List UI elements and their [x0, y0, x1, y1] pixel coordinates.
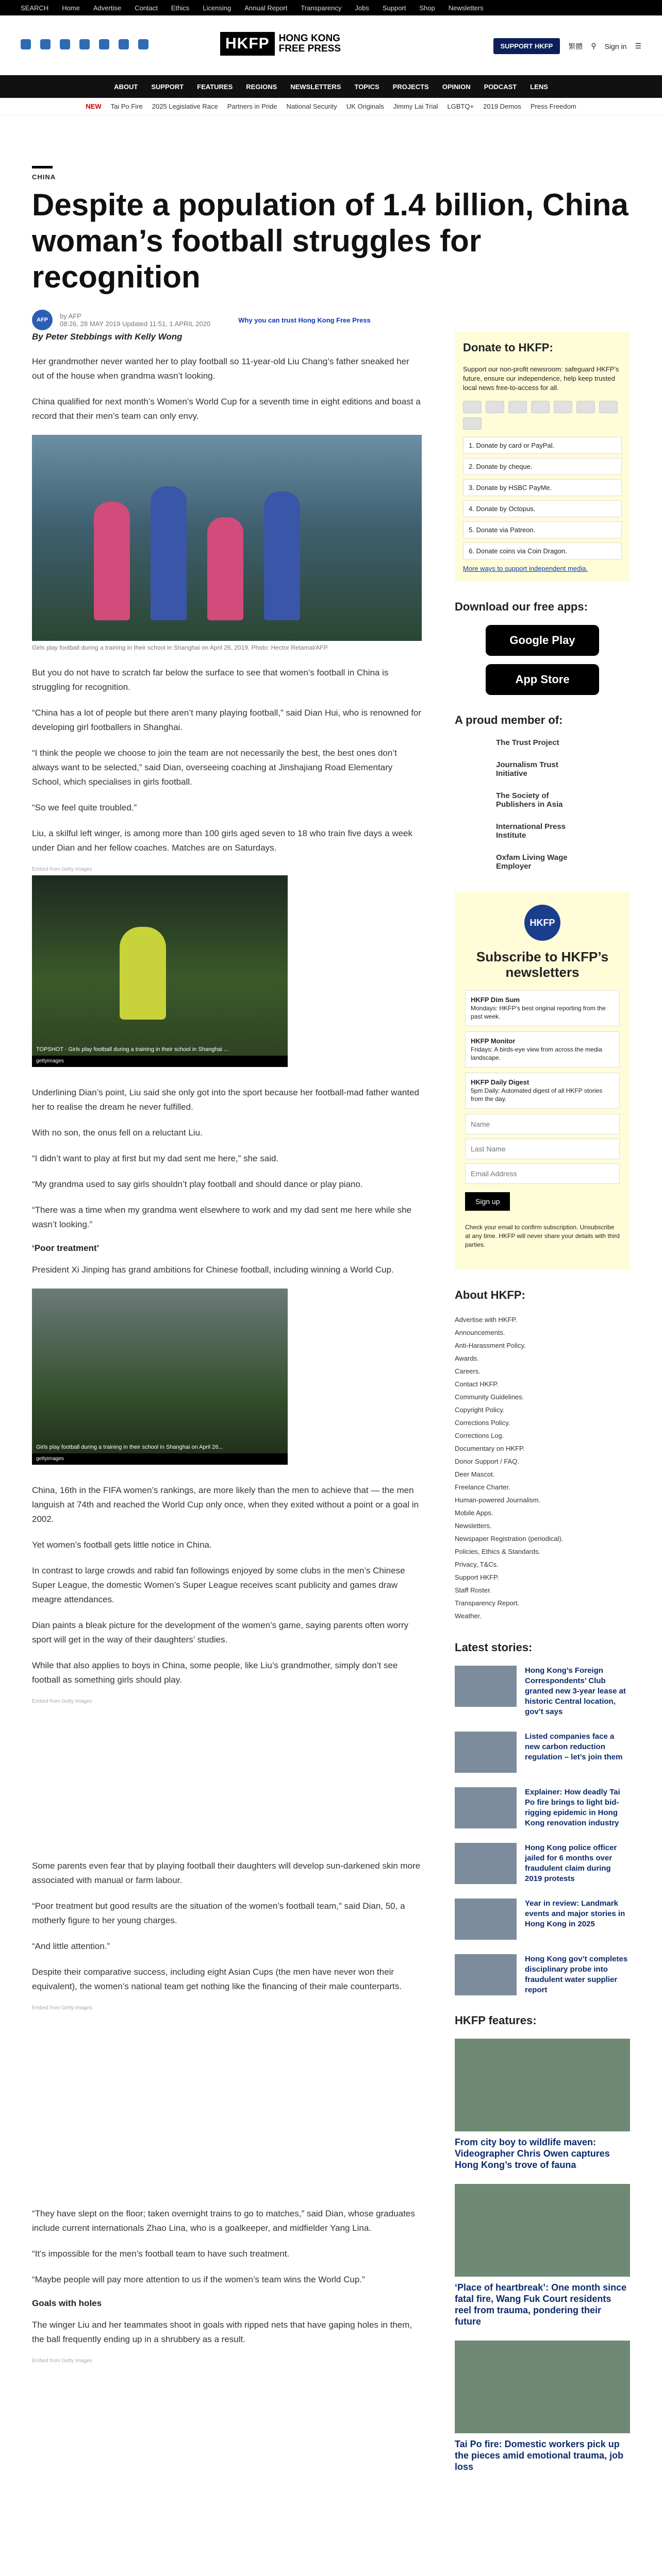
email-field[interactable] — [465, 1163, 620, 1184]
paragraph: President Xi Jinping has grand ambitions for Chinese football, including winning a World Cup. — [32, 1265, 394, 1275]
nav-about[interactable]: ABOUT — [114, 82, 138, 91]
photo-caption: Girls play football during a training in their school in Shanghai on April 26, 2019. Photo: Hector Retamal/AFP. — [32, 644, 329, 651]
about-link[interactable]: Donor Support / FAQ. — [455, 1458, 520, 1465]
paragraph: “There was a time when my grandma went elsewhere to work and my dad sent me here while she wasn’t looking.” — [32, 1205, 412, 1229]
latest-title: Latest stories: — [455, 1641, 533, 1654]
lead-photo — [32, 435, 422, 641]
newsletter-option[interactable] — [465, 990, 620, 1026]
last-name-field[interactable] — [465, 1139, 620, 1159]
newsletter-option-name: HKFP Monitor — [471, 1037, 516, 1045]
about-link[interactable]: Newsletters. — [455, 1522, 492, 1530]
about-link[interactable]: Corrections Log. — [455, 1432, 504, 1439]
more-ways-link[interactable]: More ways to support independent media. — [463, 565, 588, 572]
mastercard-icon — [463, 401, 482, 413]
nav-newsletters[interactable]: NEWSLETTERS — [290, 82, 341, 91]
amex-icon — [508, 401, 527, 413]
story-item[interactable] — [455, 1666, 630, 1717]
nav-opinion[interactable]: OPINION — [442, 82, 471, 91]
topbar-shop[interactable]: Shop — [419, 4, 435, 12]
feature-image[interactable] — [455, 2184, 630, 2277]
nav-podcast[interactable]: PODCAST — [484, 82, 517, 91]
google-play-button[interactable]: Google Play — [486, 625, 599, 656]
tag-item[interactable]: 2025 Legislative Race — [152, 103, 218, 110]
byline-dates: 08:26, 28 MAY 2019 Updated 11:51, 1 APRIL 2020 — [60, 320, 211, 328]
paragraph: Some parents even fear that by playing football their daughters will develop sun-darkened skin more associated with manual or farm labour. — [32, 1861, 421, 1885]
tags-new-label: NEW — [86, 103, 102, 110]
logo-mark: HKFP — [220, 32, 275, 56]
topbar-advertise[interactable]: Advertise — [93, 4, 122, 12]
getty-embed-label: Embed from Getty Images — [32, 1699, 92, 1704]
tag-item[interactable]: Partners in Pride — [227, 103, 277, 110]
donate-intro[interactable]: Support our non-profit newsroom: safeguard HKFP’s future, ensure our independence, help keep trusted local news free-to-access for all. — [463, 365, 619, 392]
about-link[interactable]: Transparency Report. — [455, 1599, 520, 1607]
topbar-ethics[interactable]: Ethics — [171, 4, 190, 12]
paragraph: Liu, a skilful left winger, is among more than 100 girls aged seven to 18 who train five days a week under Dian and her fellow coaches. Matches are on Saturdays. — [32, 828, 413, 853]
paragraph: Underlining Dian’s point, Liu said she only got into the sport because her football-mad father wanted her to realise the dream he never fulfilled. — [32, 1088, 419, 1112]
paragraph: Yet women’s football gets little notice in China. — [32, 1540, 212, 1550]
member-logo[interactable]: The Society of Publishers in Asia — [496, 791, 563, 809]
tag-item[interactable]: Tai Po Fire — [110, 103, 143, 110]
sidebar — [455, 332, 630, 2486]
feature-image[interactable] — [455, 2341, 630, 2433]
paragraph: But you do not have to scratch far below the surface to see that women’s football in China is struggling for recognition. — [32, 668, 389, 692]
story-headline[interactable]: Hong Kong police officer jailed for 6 months over fraudulent claim during 2019 protests — [525, 1843, 617, 1883]
octopus-icon — [599, 401, 618, 413]
features-title: HKFP features: — [455, 2014, 537, 2027]
donate-option[interactable]: 5. Donate via Patreon. — [463, 521, 622, 538]
paragraph: Her grandmother never wanted her to play football so 11-year-old Liu Chang’s father sneaked her out of the house when grandma wasn’t looking. — [32, 357, 409, 381]
story-thumbnail[interactable] — [455, 1954, 517, 1995]
member-logo[interactable]: Oxfam Living Wage Employer — [496, 853, 568, 871]
donate-option[interactable]: 4. Donate by Octopus. — [463, 500, 622, 517]
tag-item[interactable]: National Security — [286, 103, 337, 110]
newsletter-option-desc: 5pm Daily: Automated digest of all HKFP stories from the day. — [471, 1087, 603, 1103]
payme-icon — [463, 417, 482, 430]
about-link[interactable]: Freelance Charter. — [455, 1483, 510, 1491]
app-store-button[interactable]: App Store — [486, 664, 599, 695]
about-link[interactable]: Deer Mascot. — [455, 1470, 495, 1478]
story-headline[interactable]: Explainer: How deadly Tai Po fire brings to light bid-rigging epidemic in Hong Kong renovation industry — [525, 1788, 620, 1827]
applepay-icon — [554, 401, 572, 413]
story-thumbnail[interactable] — [455, 1843, 517, 1884]
topbar-licensing[interactable]: Licensing — [203, 4, 231, 12]
story-headline[interactable]: Hong Kong gov’t completes disciplinary probe into fraudulent water supplier report — [525, 1955, 628, 1994]
sign-in-link[interactable]: Sign in — [604, 42, 627, 50]
main-nav — [0, 75, 662, 98]
getty-caption: TOPSHOT - Girls play football during a training in their school in Shanghai ... — [36, 1046, 229, 1053]
nav-lens[interactable]: LENS — [530, 82, 548, 91]
nav-features[interactable]: FEATURES — [197, 82, 233, 91]
paragraph: China qualified for next month’s Women’s World Cup for a seventh time in eight editions and boast a record that their men’s team can only envy. — [32, 397, 421, 421]
newsletter-note: Check your email to confirm subscription. Unsubscribe at any time. HKFP will never share your details with third parties. — [465, 1224, 620, 1248]
linkedin-icon[interactable] — [79, 39, 90, 49]
donate-option[interactable]: 6. Donate coins via Coin Dragon. — [463, 543, 622, 560]
about-link[interactable]: Policies, Ethics & Standards. — [455, 1548, 541, 1555]
about-link[interactable]: Contact HKFP. — [455, 1380, 499, 1388]
story-item[interactable] — [455, 1843, 630, 1884]
menu-icon[interactable]: ☰ — [635, 42, 641, 50]
paragraph: Dian paints a bleak picture for the development of the women’s game, saying parents often worry sport will get in the way of their daughters’ studies. — [32, 1620, 409, 1645]
feature-item[interactable] — [455, 2341, 630, 2472]
tag-item[interactable]: 2019 Demos — [483, 103, 521, 110]
newsletter-option[interactable] — [465, 1031, 620, 1067]
topbar-newsletters[interactable]: Newsletters — [448, 4, 484, 12]
story-headline[interactable]: Hong Kong’s Foreign Correspondents’ Club granted new 3-year lease at historic Central location, gov’t says — [525, 1666, 626, 1716]
newsletter-title: Subscribe to HKFP’s newsletters — [476, 949, 609, 980]
nav-regions[interactable]: REGIONS — [246, 82, 277, 91]
article-authors: By Peter Stebbings with Kelly Wong — [32, 332, 183, 342]
logo-line-2: FREE PRESS — [278, 43, 341, 54]
story-item[interactable] — [455, 1954, 630, 1995]
embed-placeholder — [32, 2011, 422, 2207]
getty-embed-photo[interactable] — [32, 1289, 288, 1465]
title-rule — [32, 166, 53, 168]
story-thumbnail[interactable] — [455, 1666, 517, 1707]
donate-title: Donate to HKFP: — [463, 341, 553, 354]
donate-option[interactable]: 3. Donate by HSBC PayMe. — [463, 479, 622, 496]
about-link[interactable]: Human-powered Journalism. — [455, 1496, 541, 1504]
nav-projects[interactable]: PROJECTS — [392, 82, 429, 91]
mail-icon[interactable] — [119, 39, 129, 49]
paragraph: “They have slept on the floor; taken overnight trains to go to matches,” said Dian, whose graduates include current internationals Zhao Lina, who is a goalkeeper, and midfielder Yang Lina. — [32, 2209, 415, 2233]
paragraph: With no son, the onus fell on a reluctant Liu. — [32, 1128, 203, 1138]
member-logo[interactable]: International Press Institute — [496, 822, 566, 840]
newsletter-option-desc: Mondays: HKFP’s best original reporting from the past week. — [471, 1005, 606, 1020]
paragraph: China, 16th in the FIFA women’s rankings, are more likely than the men to achieve that — the men languish at 74th and reached the World Cup only once, when they exited without a point or a goal in 2002. — [32, 1485, 419, 1524]
topbar-home[interactable]: Home — [62, 4, 80, 12]
donate-option[interactable]: 2. Donate by cheque. — [463, 458, 622, 475]
facebook-icon[interactable] — [21, 39, 31, 49]
paragraph: “It’s impossible for the men’s football team to have such treatment. — [32, 2249, 290, 2259]
paypal-icon — [531, 401, 550, 413]
article-header — [32, 173, 630, 355]
language-switch[interactable]: 繁體 — [568, 42, 583, 50]
paragraph: The winger Liu and her teammates shoot in goals with ripped nets that have gaping holes in them, the ball frequently ending up in a shrubbery as a result. — [32, 2320, 412, 2344]
telegram-icon[interactable] — [138, 39, 148, 49]
feature-headline[interactable]: ‘Place of heartbreak’: One month since fatal fire, Wang Fuk Court residents reel from trauma, pondering their future — [455, 2282, 627, 2327]
getty-caption: Girls play football during a training in their school in Shanghai on April 26... — [36, 1444, 223, 1450]
about-link[interactable]: Careers. — [455, 1367, 481, 1375]
about-list — [455, 1313, 630, 1622]
paragraph: “I think the people we choose to join the team are not necessarily the best, the best ones don’t always want to be selected,” said Dian, overseeing coaching at Jinshajiang Road Elementary School, which specialises in girls football. — [32, 748, 397, 787]
about-link[interactable]: Copyright Policy. — [455, 1406, 505, 1414]
paragraph: In contrast to large crowds and rabid fan followings enjoyed by some clubs in the men’s Chinese Super League, the domestic Women’s Super League receives scant publicity and games draw meagre attendances. — [32, 1566, 405, 1604]
feature-headline[interactable]: From city boy to wildlife maven: Videographer Chris Owen captures Hong Kong’s trove of fauna — [455, 2137, 610, 2170]
nav-topics[interactable]: TOPICS — [354, 82, 379, 91]
sign-up-button[interactable]: Sign up — [465, 1192, 510, 1211]
topbar-annual-report[interactable]: Annual Report — [244, 4, 288, 12]
paragraph: Despite their comparative success, including eight Asian Cups (the men have never won their equivalent), the women’s national team get nothing like the financing of their male counterparts. — [32, 1967, 402, 1991]
byline-author[interactable]: by AFP — [60, 312, 81, 320]
newsletter-option-name: HKFP Dim Sum — [471, 996, 520, 1004]
nav-support[interactable]: SUPPORT — [151, 82, 184, 91]
article-body — [32, 332, 422, 2364]
x-icon[interactable] — [60, 39, 70, 49]
author-avatar[interactable]: AFP — [32, 310, 53, 330]
payment-icons — [463, 401, 622, 430]
topbar-support[interactable]: Support — [382, 4, 406, 12]
story-thumbnail[interactable] — [455, 1899, 517, 1940]
apps-title: Download our free apps: — [455, 600, 588, 613]
features-list — [455, 2039, 630, 2472]
search-icon[interactable]: ⚲ — [591, 42, 597, 50]
social-links — [21, 39, 148, 49]
story-headline[interactable]: Listed companies face a new carbon reduction regulation – let’s join them — [525, 1732, 623, 1761]
member-logos — [455, 738, 630, 871]
feature-image[interactable] — [455, 2039, 630, 2131]
visa-icon — [486, 401, 504, 413]
paragraph: “My grandma used to say girls shouldn’t play football and should dance or play piano. — [32, 1179, 363, 1189]
getty-embed-label: Embed from Getty Images — [32, 2005, 92, 2011]
tag-item[interactable]: Jimmy Lai Trial — [393, 103, 438, 110]
subheading: Goals with holes — [32, 2298, 102, 2308]
getty-embed-label: Embed from Getty Images — [32, 2358, 92, 2364]
youtube-icon[interactable] — [99, 39, 109, 49]
feature-headline[interactable]: Tai Po fire: Domestic workers pick up the pieces amid emotional trauma, job loss — [455, 2439, 624, 2472]
search-link[interactable]: SEARCH — [21, 4, 49, 12]
donate-option[interactable]: 1. Donate by card or PayPal. — [463, 437, 622, 454]
feature-item[interactable] — [455, 2039, 630, 2171]
paragraph: “China has a lot of people but there aren’t many playing football,” said Dian Hui, who is renowned for developing girl footballers in Shanghai. — [32, 708, 422, 732]
about-link[interactable]: Weather. — [455, 1612, 482, 1620]
paragraph: “And little attention.” — [32, 1941, 110, 1951]
article-category[interactable]: CHINA — [32, 173, 56, 181]
instagram-icon[interactable] — [40, 39, 51, 49]
getty-embed-label: Embed from Getty Images — [32, 867, 92, 872]
about-link[interactable]: Awards. — [455, 1354, 479, 1362]
member-title: A proud member of: — [455, 714, 563, 726]
page-content — [0, 115, 662, 2576]
embed-placeholder — [32, 1704, 422, 1859]
about-link[interactable]: Announcements. — [455, 1329, 505, 1336]
about-link[interactable]: Anti-Harassment Policy. — [455, 1342, 526, 1349]
name-field[interactable] — [465, 1114, 620, 1134]
about-link[interactable]: Advertise with HKFP. — [455, 1316, 518, 1324]
paragraph: “I didn’t want to play at first but my dad sent me here,” she said. — [32, 1154, 279, 1163]
newsletter-box — [455, 891, 630, 1270]
story-thumbnail[interactable] — [455, 1732, 517, 1773]
tag-item[interactable]: LGBTQ+ — [447, 103, 474, 110]
story-item[interactable] — [455, 1899, 630, 1940]
about-link[interactable]: Support HKFP. — [455, 1573, 499, 1581]
paragraph: “So we feel quite troubled.” — [32, 803, 137, 812]
topbar-jobs[interactable]: Jobs — [355, 4, 369, 12]
about-title: About HKFP: — [455, 1289, 525, 1301]
getty-logo: gettyimages — [32, 1453, 288, 1465]
newsletter-option-name: HKFP Daily Digest — [471, 1078, 529, 1086]
support-hkfp-button[interactable]: SUPPORT HKFP — [493, 38, 560, 54]
why-trust-link[interactable]: Why you can trust Hong Kong Free Press — [238, 316, 371, 324]
about-link[interactable]: Mobile Apps. — [455, 1509, 493, 1517]
trending-tags — [0, 98, 662, 115]
newsletter-option[interactable] — [465, 1073, 620, 1109]
story-headline[interactable]: Year in review: Landmark events and major stories in Hong Kong in 2025 — [525, 1899, 625, 1928]
donate-box — [455, 332, 630, 582]
getty-embed-photo[interactable] — [32, 875, 288, 1067]
site-header — [0, 15, 662, 75]
newsletter-option-desc: Fridays: A birds-eye view from across the media landscape. — [471, 1046, 602, 1061]
story-thumbnail[interactable] — [455, 1787, 517, 1828]
top-utility-bar — [0, 0, 662, 15]
about-link[interactable]: Newspaper Registration (periodical). — [455, 1535, 564, 1543]
latest-stories — [455, 1666, 630, 1995]
about-link[interactable]: Corrections Policy. — [455, 1419, 510, 1427]
topbar-transparency[interactable]: Transparency — [301, 4, 342, 12]
about-link[interactable]: Staff Roster. — [455, 1586, 492, 1594]
story-item[interactable] — [455, 1732, 630, 1773]
member-logo[interactable]: The Trust Project — [496, 738, 559, 747]
site-logo[interactable] — [220, 32, 341, 56]
about-link[interactable]: Privacy, T&Cs. — [455, 1561, 499, 1568]
feature-item[interactable] — [455, 2184, 630, 2327]
byline — [32, 310, 630, 330]
tag-item[interactable]: Press Freedom — [530, 103, 576, 110]
newsletter-badge: HKFP — [524, 905, 560, 941]
googlepay-icon — [576, 401, 595, 413]
subheading: ‘Poor treatment’ — [32, 1243, 100, 1253]
article-title: Despite a population of 1.4 billion, China woman’s football struggles for recognition — [32, 188, 628, 294]
about-link[interactable]: Community Guidelines. — [455, 1393, 524, 1401]
paragraph: “Maybe people will pay more attention to us if the women’s team wins the World Cup.” — [32, 2275, 365, 2284]
tag-item[interactable]: UK Originals — [346, 103, 384, 110]
about-link[interactable]: Documentary on HKFP. — [455, 1445, 525, 1452]
logo-line-1: HONG KONG — [278, 33, 340, 44]
member-logo[interactable]: Journalism Trust Initiative — [496, 760, 558, 778]
paragraph: While that also applies to boys in China, some people, like Liu’s grandmother, simply don’t see football as something girls should play. — [32, 1660, 398, 1685]
getty-logo: gettyimages — [32, 1056, 288, 1067]
paragraph: “Poor treatment but good results are the situation of the women’s football team,” said Dian, 50, a motherly figure to her young charges. — [32, 1901, 405, 1925]
topbar-contact[interactable]: Contact — [135, 4, 158, 12]
story-item[interactable] — [455, 1787, 630, 1828]
